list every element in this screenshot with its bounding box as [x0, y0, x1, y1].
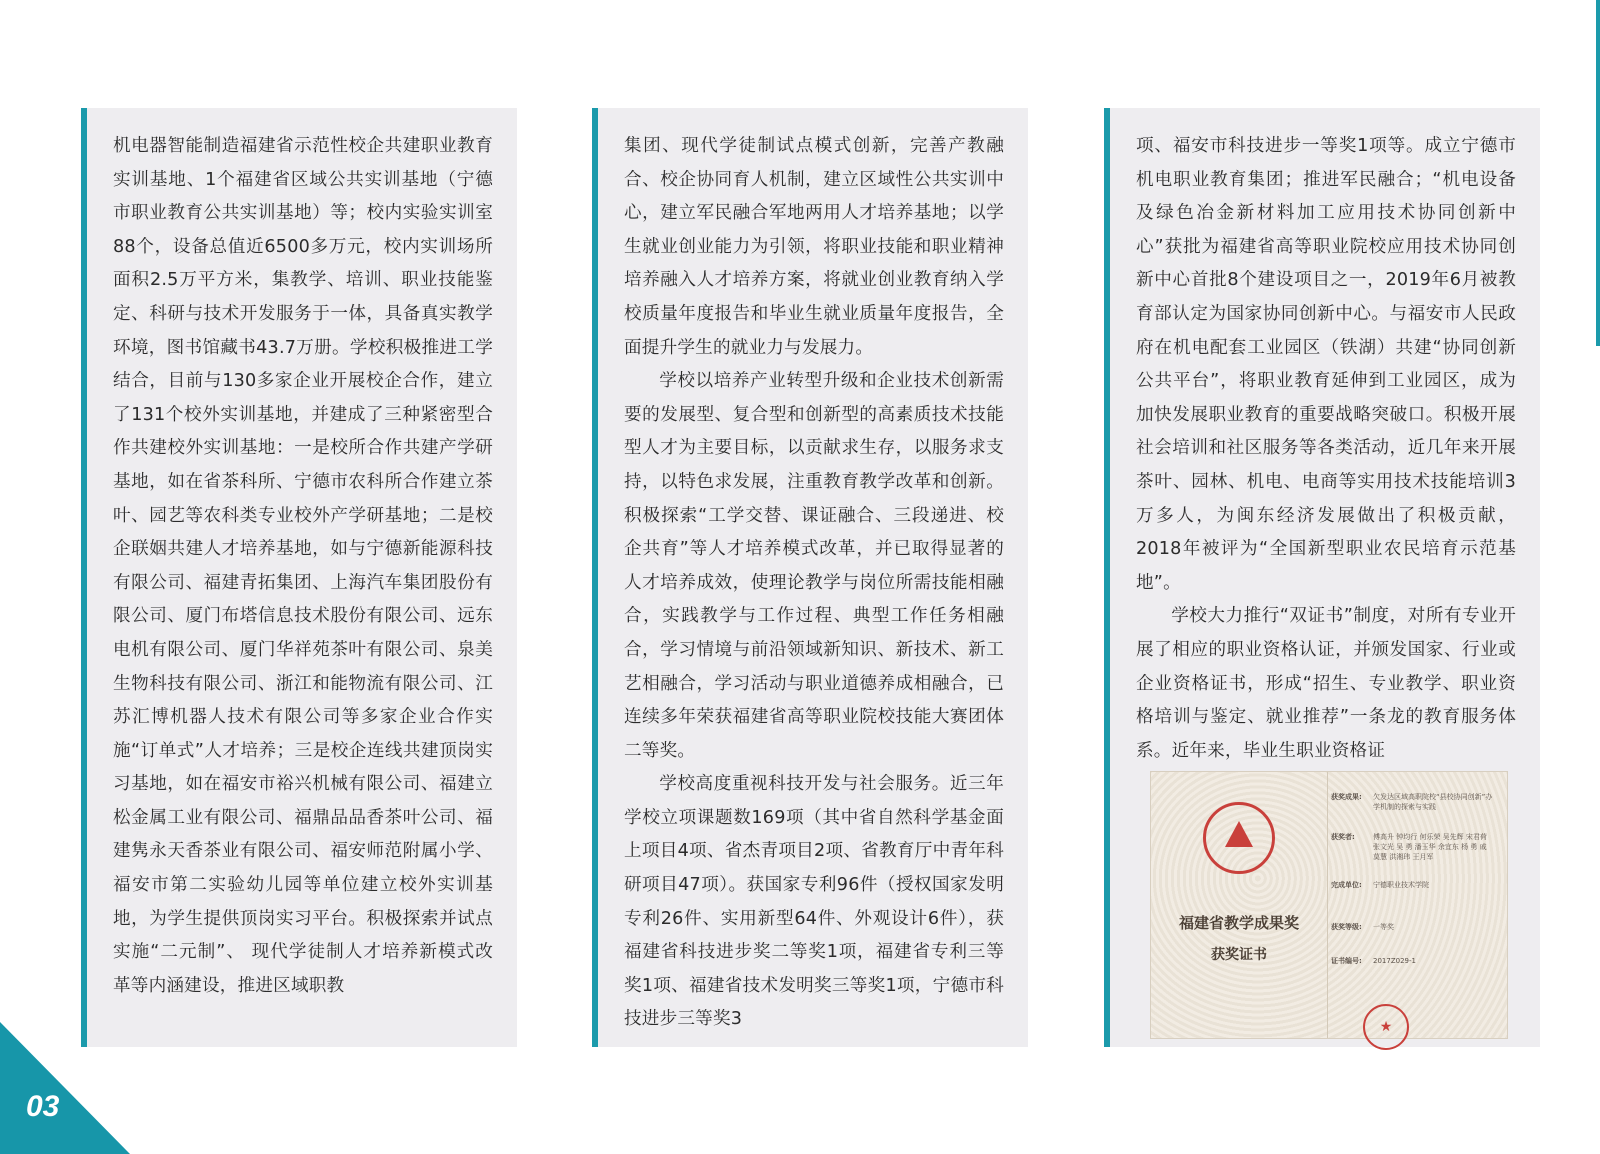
certificate-subtitle: 获奖证书 — [1211, 947, 1267, 963]
certificate-row — [1331, 956, 1493, 966]
certificate-title: 福建省教学成果奖 — [1178, 914, 1299, 932]
text-column-2 — [592, 108, 1028, 1047]
certificate-cover — [1151, 772, 1327, 1038]
certificate-row — [1331, 832, 1493, 862]
award-certificate-image — [1150, 771, 1508, 1039]
certificate-label: 获奖者: — [1331, 833, 1355, 841]
page-number: 03 — [26, 1090, 60, 1123]
paragraph: 学校以培养产业转型升级和企业技术创新需要的发展型、复合型和创新型的高素质技术技能型人才为主要目标，以贡献求生存，以服务求支持，以特色求发展，注重教育教学改革和创新。积极探索“工学交替、课证融合、三段递进、校企共育”等人才培养模式改革，并已取得显著的人才培养成效，使理论教学与岗位所需技能相融合，实践教学与工作过程、典型工作任务相融合，学习情境与前沿领域新知识、新技术、新工艺相融合，学习活动与职业道德养成相融合，已连续多年荣获福建省高等职业院校技能大赛团体二等奖。 — [624, 371, 1004, 761]
certificate-row — [1331, 792, 1493, 812]
emblem-icon — [1203, 802, 1275, 874]
certificate-value: 宁德职业技术学院 — [1373, 881, 1429, 889]
certificate-label: 获奖等级: — [1331, 923, 1362, 931]
paragraph: 学校高度重视科技开发与社会服务。近三年学校立项课题数169项（其中省自然科学基金面上项目4项、省杰青项目2项、省教育厅中青年科研项目47项）。获国家专利96件（授权国家发明专利26件、实用新型64件、外观设计6件），获福建省科技进步奖二等奖1项，福建省专利三等奖1项、福建省技术发明奖三等奖1项，宁德市科技进步三等奖3 — [624, 774, 1004, 1030]
seal-icon: ★ — [1363, 1004, 1409, 1050]
certificate-label: 证书编号: — [1331, 957, 1362, 965]
paragraph: 集团、现代学徒制试点模式创新，完善产教融合、校企协同育人机制，建立区域性公共实训中心，建立军民融合军地两用人才培养基地；以学生就业创业能力为引领，将职业技能和职业精神培养融入人才培养方案，将就业创业教育纳入学校质量年度报告和毕业生就业质量年度报告，全面提升学生的就业力与发展力。 — [624, 136, 1004, 358]
certificate-fold — [1327, 772, 1328, 1038]
paragraph: 学校大力推行“双证书”制度，对所有专业开展了相应的职业资格认证，并颁发国家、行业或企业资格证书，形成“招生、专业教学、职业资格培训与鉴定、就业推荐”一条龙的教育服务体系。近年来，毕业生职业资格证 — [1136, 606, 1516, 761]
paragraph: 机电器智能制造福建省示范性校企共建职业教育实训基地、1个福建省区域公共实训基地（宁德市职业教育公共实训基地）等；校内实验实训室88个，设备总值近6500多万元，校内实训场所面积2.5万平方米，集教学、培训、职业技能鉴定、科研与技术开发服务于一体，具备真实教学环境，图书馆藏书43.7万册。学校积极推进工学结合，目前与130多家企业开展校企合作，建立了131个校外实训基地，并建成了三种紧密型合作共建校外实训基地：一是校所合作共建产学研基地，如在省茶科所、宁德市农科所合作建立茶叶、园艺等农科类专业校外产学研基地；二是校企联姻共建人才培养基地，如与宁德新能源科技有限公司、福建青拓集团、上海汽车集团股份有限公司、厦门布塔信息技术股份有限公司、远东电机有限公司、厦门华祥苑茶叶有限公司、泉美生物科技有限公司、浙江和能物流有限公司、江苏汇博机器人技术有限公司等多家企业合作实施“订单式”人才培养；三是校企连线共建顶岗实习基地，如在福安市裕兴机械有限公司、福建立松金属工业有限公司、福鼎品品香茶叶公司、福建隽永天香茶业有限公司、福安师范附属小学、福安市第二实验幼儿园等单位建立校外实训基地，为学生提供顶岗实习平台。积极探索并试点实施“二元制”、 现代学徒制人才培养新模式改革等内涵建设，推进区域职教 — [113, 136, 493, 996]
certificate-value: 2017Z029-1 — [1373, 957, 1416, 965]
certificate-value: 傅高升 钟均行 何乐荣 吴先辉 宋君荷 张文光 吴 勇 潘玉华 余宜东 杨 勇 戚莫慧 洪湘玮 王月军 — [1373, 833, 1487, 861]
certificate-row — [1331, 922, 1493, 932]
certificate-value: 欠发达区域高职院校“县校协同创新”办学机制的探索与实践 — [1373, 793, 1493, 811]
certificate-details — [1331, 786, 1501, 1038]
certificate-label: 完成单位: — [1331, 881, 1362, 889]
certificate-row — [1331, 880, 1493, 890]
text-column-1 — [81, 108, 517, 1047]
certificate-value: 一等奖 — [1373, 923, 1394, 931]
certificate-label: 获奖成果: — [1331, 793, 1362, 801]
right-edge-bar — [1596, 0, 1600, 346]
paragraph: 项、福安市科技进步一等奖1项等。成立宁德市机电职业教育集团；推进军民融合；“机电设备及绿色冶金新材料加工应用技术协同创新中心”获批为福建省高等职业院校应用技术协同创新中心首批8个建设项目之一，2019年6月被教育部认定为国家协同创新中心。与福安市人民政府在机电配套工业园区（铁湖）共建“协同创新公共平台”，将职业教育延伸到工业园区，成为加快发展职业教育的重要战略突破口。积极开展社会培训和社区服务等各类活动，近几年来开展茶叶、园林、机电、电商等实用技术技能培训3万多人，为闽东经济发展做出了积极贡献，2018年被评为“全国新型职业农民培育示范基地”。 — [1136, 136, 1516, 593]
